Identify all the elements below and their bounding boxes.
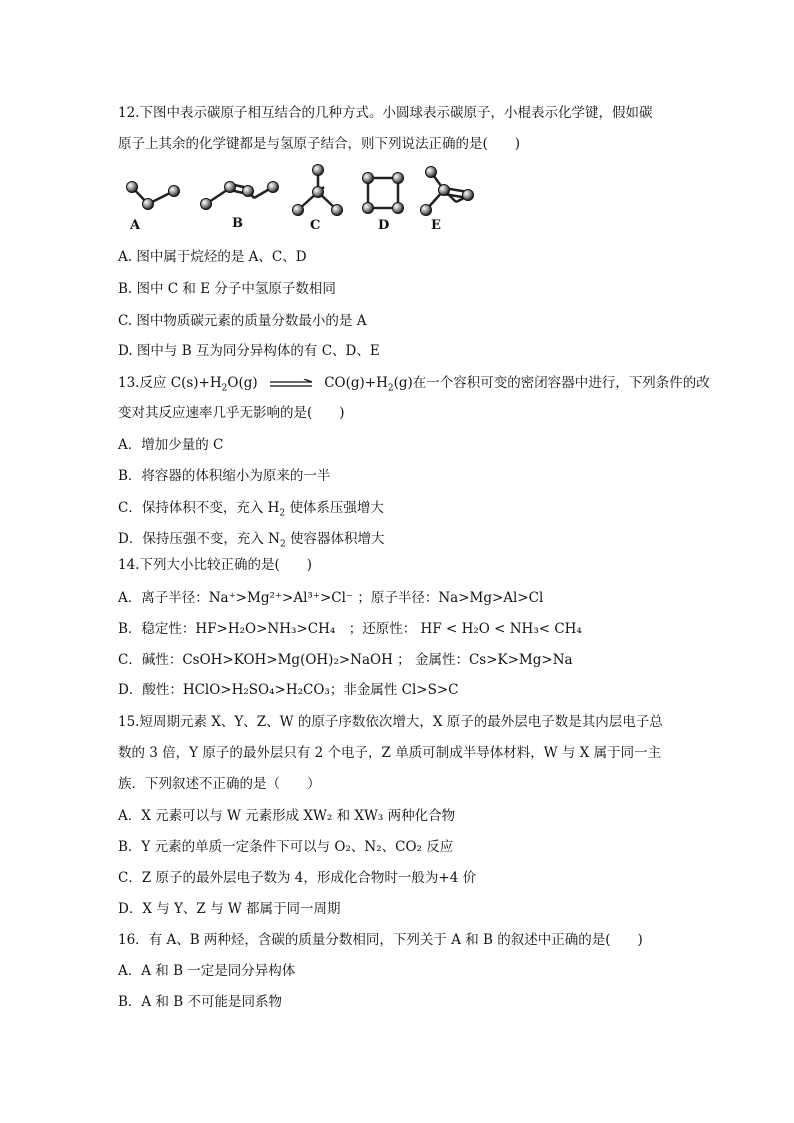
molecule-label-d: D	[378, 218, 390, 233]
q13-option-c-head: C．保持体积不变，充入 H	[118, 500, 280, 516]
q15-option-c: C．Z 原子的最外层电子数为 4，形成化合物时一般为+4 价	[118, 870, 477, 886]
q13-stem-line2: 变对其反应速率几乎无影响的是( )	[118, 405, 345, 421]
q13-reaction-reactants: 13.反应 C(s)+H	[118, 375, 222, 391]
q16-stem: 16．有 A、B 两种烃，含碳的质量分数相同，下列关于 A 和 B 的叙述中正确的是( )	[118, 932, 643, 948]
q15-stem-line3: 族．下列叙述不正确的是（ ）	[118, 776, 321, 792]
q14-option-c: C．碱性：CsOH>KOH>Mg(OH)₂>NaOH ； 金属性：Cs>K>Mg>Na	[118, 652, 573, 668]
q13-option-c: C．保持体积不变，充入 $H_2$ 使体系压强增大	[118, 500, 384, 519]
q13-stem-line1: 13.反应 $C(s)+H_2O(g)$ $CO(g)+H_2(g)$在一个容积可变的密闭容器中进行，下列条件的改	[118, 375, 710, 394]
ball-stick-models	[118, 160, 498, 240]
q14-option-b: B．稳定性：HF>H₂O>NH₃>CH₄ ；还原性： HF < H₂O < NH₃< CH₄	[118, 621, 582, 637]
q12-stem-line2: 原子上其余的化学键都是与氢原子结合，则下列说法正确的是( )	[118, 136, 521, 152]
q12-option-b: B. 图中 C 和 E 分子中氢原子数相同	[118, 281, 336, 297]
q14-stem: 14.下列大小比较正确的是( )	[118, 557, 313, 573]
molecule-figure	[118, 160, 498, 240]
q12-option-a: A. 图中属于烷烃的是 A、C、D	[118, 249, 307, 265]
q14-option-d: D．酸性：HClO>H₂SO₄>H₂CO₃；非金属性 Cl>S>C	[118, 682, 459, 698]
molecule-label-a: A	[130, 218, 141, 233]
q12-option-d: D. 图中与 B 互为同分异构体的有 C、D、E	[118, 343, 380, 359]
q13-option-d-head: D．保持压强不变，充入 N	[118, 531, 280, 547]
q16-option-b: B．A 和 B 不可能是同系物	[118, 994, 282, 1010]
q12-stem-line1: 12.下图中表示碳原子相互结合的几种方式。小圆球表示碳原子，小棍表示化学键，假如碳	[118, 105, 653, 121]
q13-option-c-tail: 使体系压强增大	[289, 500, 384, 516]
q15-option-d: D．X 与 Y、Z 与 W 都属于同一周期	[118, 901, 341, 917]
q15-stem-line1: 15.短周期元素 X、Y、Z、W 的原子序数依次增大，X 原子的最外层电子数是其内层电子总	[118, 714, 663, 730]
molecule-label-b: B	[232, 216, 243, 231]
q13-reaction-water: O(g)	[227, 375, 258, 391]
q13-option-d: D．保持压强不变，充入 $N_2$ 使容器体积增大	[118, 531, 385, 550]
q15-option-a: A．X 元素可以与 W 元素形成 XW₂ 和 XW₃ 两种化合物	[118, 808, 456, 824]
q13-option-a: A．增加少量的 C	[118, 437, 224, 453]
q13-option-b: B．将容器的体积缩小为原来的一半	[118, 468, 331, 484]
q15-stem-line2: 数的 3 倍，Y 原子的最外层只有 2 个电子，Z 单质可制成半导体材料，W 与 X 属于同一主	[118, 745, 662, 761]
q13-option-d-tail: 使容器体积增大	[289, 531, 385, 547]
q14-option-a: A．离子半径：Na⁺>Mg²⁺>Al³⁺>Cl⁻ ；原子半径：Na>Mg>Al>Cl	[118, 590, 544, 606]
q13-reaction-products: CO(g)+H	[324, 375, 388, 391]
molecule-label-c: C	[310, 218, 321, 233]
q12-option-c: C. 图中物质碳元素的质量分数最小的是 A	[118, 313, 367, 329]
reversible-arrow-icon	[268, 379, 314, 389]
q16-option-a: A．A 和 B 一定是同分异构体	[118, 963, 296, 979]
q13-stem-tail: (g)在一个容积可变的密闭容器中进行，下列条件的改	[393, 375, 710, 391]
molecule-label-e: E	[431, 218, 441, 233]
q15-option-b: B．Y 元素的单质一定条件下可以与 O₂、N₂、CO₂ 反应	[118, 839, 454, 855]
